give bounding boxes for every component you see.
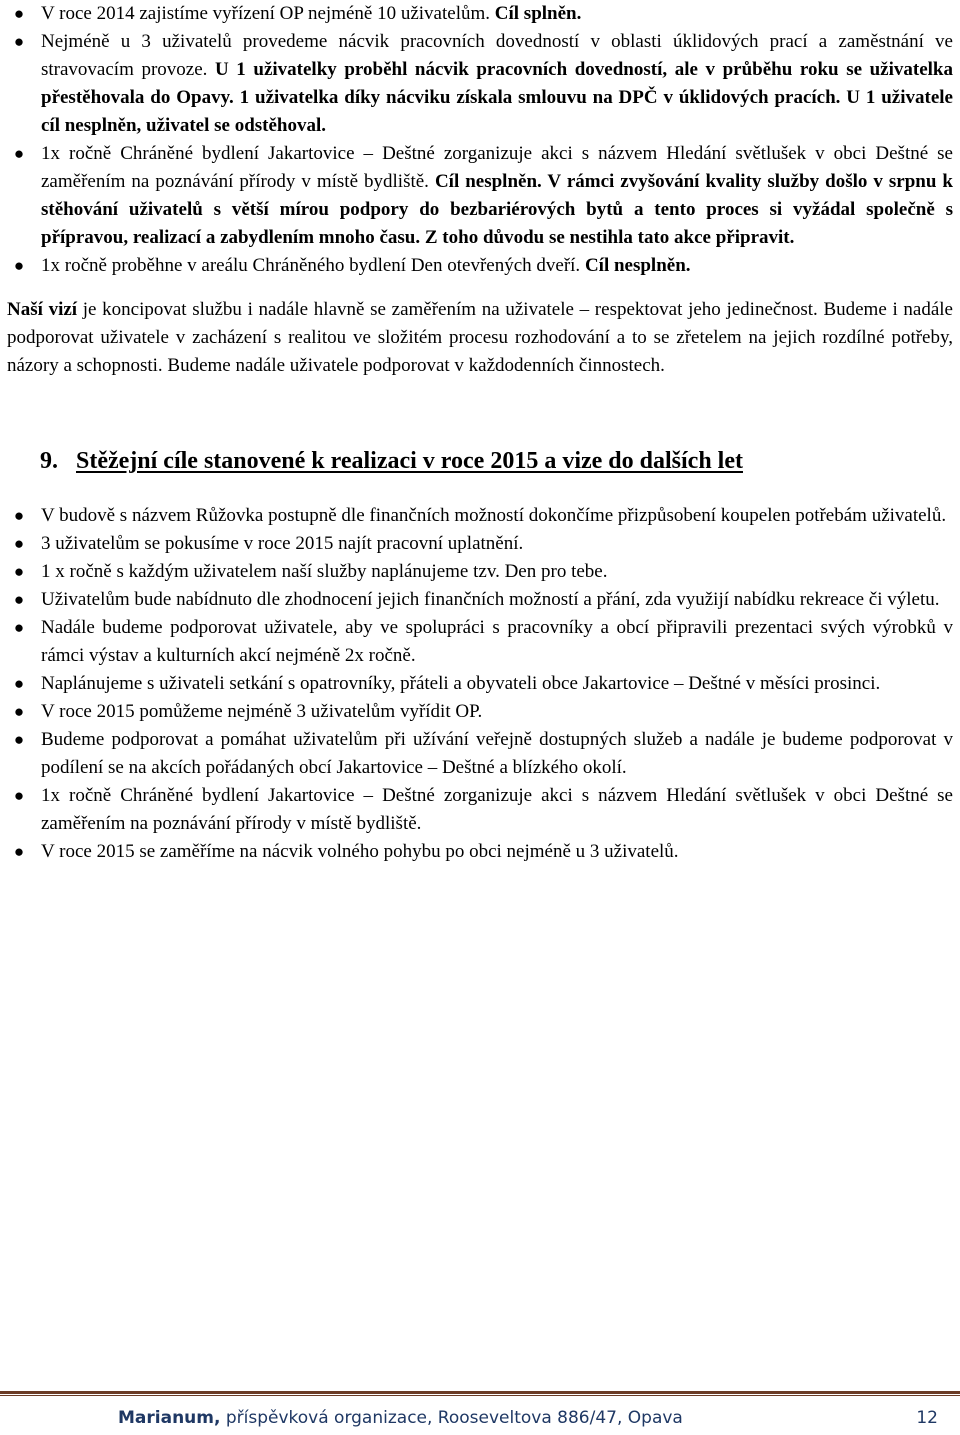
list-item	[7, 140, 953, 252]
bullet-icon: ●	[13, 144, 25, 163]
section-heading	[7, 446, 953, 476]
list-item-text: 3 uživatelům se pokusíme v roce 2015 najít pracovní uplatnění.	[41, 533, 524, 554]
list-item-text: Uživatelům bude nabídnuto dle zhodnocení jejich finančních možností a přání, zda využijí nabídku rekreace či výletu.	[41, 589, 940, 610]
bullet-icon: ●	[13, 506, 25, 525]
list-item	[7, 502, 953, 530]
list-item-text: 1x ročně Chráněné bydlení Jakartovice – Deštné zorganizuje akci s názvem Hledání světlušek v obci Deštné se zaměřením na poznávání přírody v místě bydliště.	[41, 143, 953, 192]
list-item-text: Naplánujeme s uživateli setkání s opatrovníky, přáteli a obyvateli obce Jakartovice – Deštné v měsíci prosinci.	[41, 673, 881, 694]
list-item	[7, 838, 953, 866]
footer-rest: příspěvková organizace, Rooseveltova 886/47, Opava	[220, 1408, 683, 1428]
bullet-icon: ●	[13, 674, 25, 693]
bullet-icon: ●	[13, 842, 25, 861]
bullet-icon: ●	[13, 786, 25, 805]
bullet-icon: ●	[13, 4, 25, 23]
list-item	[7, 726, 953, 782]
page-content	[7, 0, 953, 866]
list-item	[7, 252, 953, 280]
footer-address	[118, 1404, 683, 1432]
list-item	[7, 28, 953, 140]
bullet-icon: ●	[13, 534, 25, 553]
goals-2015-list	[7, 502, 953, 866]
list-item	[7, 614, 953, 670]
list-item-text: 1x ročně Chráněné bydlení Jakartovice – Deštné zorganizuje akci s názvem Hledání světlušek v obci Deštné se zaměřením na poznávání přírody v místě bydliště.	[41, 785, 953, 834]
list-item-text: Nejméně u 3 uživatelů provedeme nácvik pracovních dovedností v oblasti úklidových prací a zaměstnání ve stravovacím provoze.	[41, 31, 953, 80]
list-item	[7, 530, 953, 558]
bullet-icon: ●	[13, 618, 25, 637]
list-item	[7, 586, 953, 614]
list-item	[7, 698, 953, 726]
list-item-text: Budeme podporovat a pomáhat uživatelům při užívání veřejně dostupných služeb a nadále je budeme podporovat v podílení se na akcích pořádaných obcí Jakartovice – Deštné a blízkého okolí.	[41, 729, 953, 778]
list-item-text: V roce 2014 zajistíme vyřízení OP nejméně 10 uživatelům.	[41, 3, 491, 24]
list-item-result: Cíl nesplněn.	[580, 255, 691, 276]
bullet-icon: ●	[13, 730, 25, 749]
list-item	[7, 782, 953, 838]
list-item-text: V roce 2015 pomůžeme nejméně 3 uživatelům vyřídit OP.	[41, 701, 483, 722]
bullet-icon: ●	[13, 256, 25, 275]
bullet-icon: ●	[13, 562, 25, 581]
list-item	[7, 558, 953, 586]
goals-2014-list	[7, 0, 953, 280]
section-title: Stěžejní cíle stanovené k realizaci v roce 2015 a vize do dalších let	[76, 448, 743, 474]
bullet-icon: ●	[13, 32, 25, 51]
footer-org: Marianum,	[118, 1408, 221, 1428]
list-item-text: V budově s názvem Růžovka postupně dle finančních možností dokončíme přizpůsobení koupelen potřebám uživatelů.	[41, 505, 947, 526]
list-item-text: Nadále budeme podporovat uživatele, aby ve spolupráci s pracovníky a obcí připravili prezentaci svých výrobků v rámci výstav a kulturních akcí nejméně 2x ročně.	[41, 617, 953, 666]
vision-text: je koncipovat službu i nadále hlavně se zaměřením na uživatele – respektovat jeho jedinečnost. Budeme i nadále podporovat uživatele v zacházení s realitou ve složitém procesu rozhodování a to se zřetelem na jejich rozdílné potřeby, názory a schopnosti. Budeme nadále uživatele podporovat v každodenních činnostech.	[7, 299, 953, 376]
vision-lead: Naší vizí	[7, 299, 78, 320]
list-item	[7, 670, 953, 698]
list-item-result: U 1 uživatelky proběhl nácvik pracovních dovedností, ale v průběhu roku se uživatelka přestěhovala do Opavy. 1 uživatelka díky nácviku získala smlouvu na DPČ v úklidových pracích. U 1 uživatele cíl nesplněn, uživatel se odstěhoval.	[41, 59, 953, 136]
list-item	[7, 0, 953, 28]
vision-paragraph	[7, 296, 953, 380]
list-item-text: 1x ročně proběhne v areálu Chráněného bydlení Den otevřených dveří.	[41, 255, 581, 276]
footer-rule	[0, 1391, 960, 1396]
page-footer	[0, 1404, 960, 1432]
list-item-text: 1 x ročně s každým uživatelem naší služby naplánujeme tzv. Den pro tebe.	[41, 561, 608, 582]
bullet-icon: ●	[13, 702, 25, 721]
list-item-result: Cíl nesplněn. V rámci zvyšování kvality služby došlo v srpnu k stěhování uživatelů s větší mírou podpory do bezbariérových bytů a tento proces si vyžádal společně s přípravou, realizací a zabydlením mnoho času. Z toho důvodu se nestihla tato akce připravit.	[41, 171, 953, 248]
section-number: 9.	[40, 448, 58, 474]
bullet-icon: ●	[13, 590, 25, 609]
list-item-text: V roce 2015 se zaměříme na nácvik volného pohybu po obci nejméně u 3 uživatelů.	[41, 841, 679, 862]
page-number: 12	[916, 1408, 938, 1428]
list-item-result: Cíl splněn.	[490, 3, 582, 24]
